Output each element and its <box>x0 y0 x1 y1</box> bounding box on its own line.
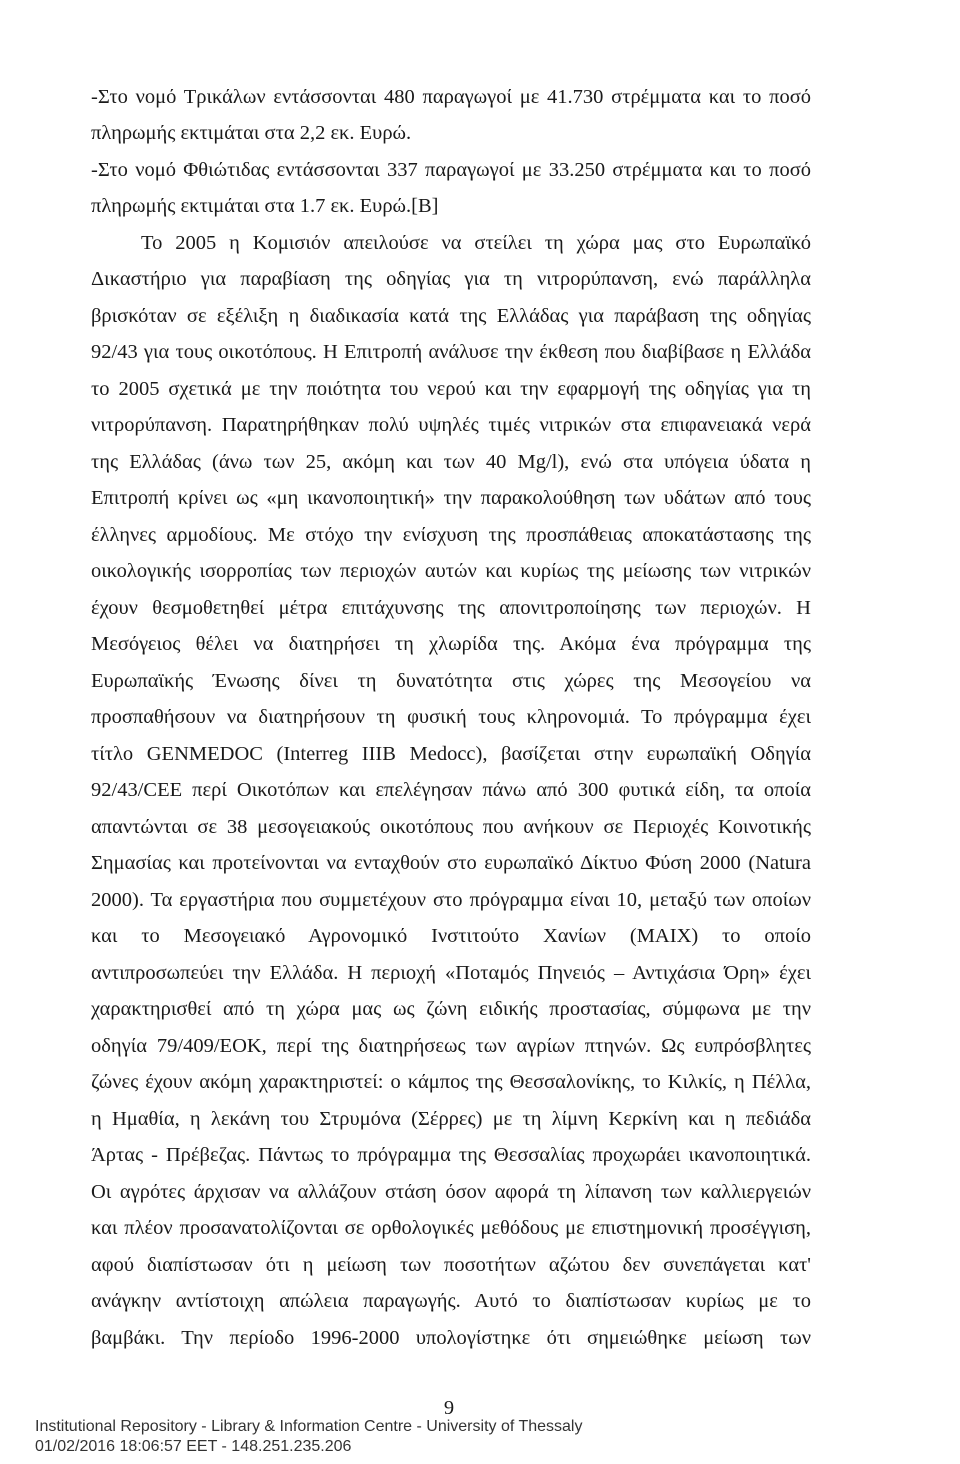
text-line: νιτρορύπανση. Παρατηρήθηκαν πολύ υψηλές τιμές νιτρικών στα επιφανειακά νερά <box>91 414 811 436</box>
text-line: αφού διαπίστωσαν ότι η μείωση των ποσοτήτων αζώτου δεν συνεπάγεται κατ' <box>91 1254 811 1276</box>
text-line: πληρωμής εκτιμάται στα 1.7 εκ. Ευρώ.[B] <box>91 195 439 217</box>
text-line: πληρωμής εκτιμάται στα 2,2 εκ. Ευρώ. <box>91 122 412 144</box>
text-line: έλληνες αρμοδίους. Με στόχο την ενίσχυση της προσπάθειας αποκατάστασης της <box>91 524 811 546</box>
text-line: της Ελλάδας (άνω των 25, ακόμη και των 40 Mg/l), ενώ στα υπόγεια ύδατα η <box>91 451 811 473</box>
text-line: Ευρωπαϊκής Ένωσης δίνει τη δυνατότητα στις χώρες της Μεσογείου να <box>91 670 811 692</box>
text-line: και το Μεσογειακό Αγρονομικό Ινστιτούτο Χανίων (ΜΑΙΧ) το οποίο <box>91 925 811 947</box>
text-line: -Στο νομό Τρικάλων εντάσσονται 480 παραγωγοί με 41.730 στρέμματα και το ποσό <box>91 86 811 108</box>
page-number: 9 <box>443 1397 455 1419</box>
text-line: Επιτροπή κρίνει ως «μη ικανοποιητική» την παρακολούθηση των υδάτων από τους <box>91 487 811 509</box>
text-line: ανάγκην αντίστοιχη απώλεια παραγωγής. Αυτό το διαπίστωσαν κυρίως με το <box>91 1290 811 1312</box>
text-line: προσπαθήσουν να διατηρήσουν τη φυσική τους κληρονομιά. Το πρόγραμμα έχει <box>91 706 811 728</box>
text-line: Σημασίας και προτείνονται να ενταχθούν στο ευρωπαϊκό Δίκτυο Φύση 2000 (Natura <box>91 852 811 874</box>
text-line: Δικαστήριο για παραβίαση της οδηγίας για τη νιτρορύπανση, ενώ παράλληλα <box>91 268 811 290</box>
access-stamp: 01/02/2016 18:06:57 EET - 148.251.235.206 <box>35 1438 352 1455</box>
text-line: η Ημαθία, η λεκάνη του Στρυμόνα (Σέρρες) με τη λίμνη Κερκίνη και η πεδιάδα <box>91 1108 811 1130</box>
text-line: ζώνες έχουν ακόμη χαρακτηριστεί: ο κάμπος της Θεσσαλονίκης, το Κιλκίς, η Πέλλα, <box>91 1071 811 1093</box>
text-line: Το 2005 η Κομισιόν απειλούσε να στείλει τη χώρα μας στο Ευρωπαϊκό <box>141 232 811 254</box>
text-line: Άρτας - Πρέβεζας. Πάντως το πρόγραμμα της Θεσσαλίας προχωράει ικανοποιητικά. <box>91 1144 811 1166</box>
text-line: βαμβάκι. Την περίοδο 1996-2000 υπολογίστηκε ότι σημειώθηκε μείωση των <box>91 1327 811 1349</box>
text-line: οδηγία 79/409/ΕΟΚ, περί της διατηρήσεως των αγρίων πτηνών. Ως ευπρόσβλητες <box>91 1035 811 1057</box>
text-line: 92/43 για τους οικοτόπους. Η Επιτροπή ανάλυσε την έκθεση που διαβίβασε η Ελλάδα <box>91 341 811 363</box>
text-line: -Στο νομό Φθιώτιδας εντάσσονται 337 παραγωγοί με 33.250 στρέμματα και το ποσό <box>91 159 811 181</box>
text-line: 2000). Τα εργαστήρια που συμμετέχουν στο πρόγραμμα είναι 10, μεταξύ των οποίων <box>91 889 811 911</box>
text-line: απαντώνται σε 38 μεσογειακούς οικοτόπους που ανήκουν σε Περιοχές Κοινοτικής <box>91 816 811 838</box>
text-line: αντιπροσωπεύει την Ελλάδα. Η περιοχή «Ποταμός Πηνειός – Αντιχάσια Όρη» έχει <box>91 962 811 984</box>
text-line: βρισκόταν σε εξέλιξη η διαδικασία κατά της Ελλάδας για παράβαση της οδηγίας <box>91 305 811 327</box>
text-line: Οι αγρότες άρχισαν να αλλάζουν στάση όσον αφορά τη λίπανση των καλλιεργειών <box>91 1181 811 1203</box>
text-line: τίτλο GENMEDOC (Interreg IIIB Medocc), βασίζεται στην ευρωπαϊκή Οδηγία <box>91 743 811 765</box>
text-line: το 2005 σχετικά με την ποιότητα του νερού και την εφαρμογή της οδηγίας για τη <box>91 378 811 400</box>
text-line: Μεσόγειος θέλει να διατηρήσει τη χλωρίδα της. Ακόμα ένα πρόγραμμα της <box>91 633 811 655</box>
text-line: 92/43/CEE περί Οικοτόπων και επελέγησαν πάνω από 300 φυτικά είδη, τα οποία <box>91 779 811 801</box>
text-line: και πλέον προσανατολίζονται σε ορθολογικές μεθόδους με επιστημονική προσέγγιση, <box>91 1217 811 1239</box>
repository-footer: Institutional Repository - Library & Information Centre - University of Thessaly <box>35 1418 583 1435</box>
text-line: οικολογικής ισορροπίας των περιοχών αυτών και κυρίως της μείωσης των νιτρικών <box>91 560 811 582</box>
text-line: χαρακτηρισθεί από τη χώρα μας ως ζώνη ειδικής προστασίας, σύμφωνα με την <box>91 998 811 1020</box>
text-line: έχουν θεσμοθετηθεί μέτρα επιτάχυνσης της απονιτροποίησης των περιοχών. Η <box>91 597 811 619</box>
